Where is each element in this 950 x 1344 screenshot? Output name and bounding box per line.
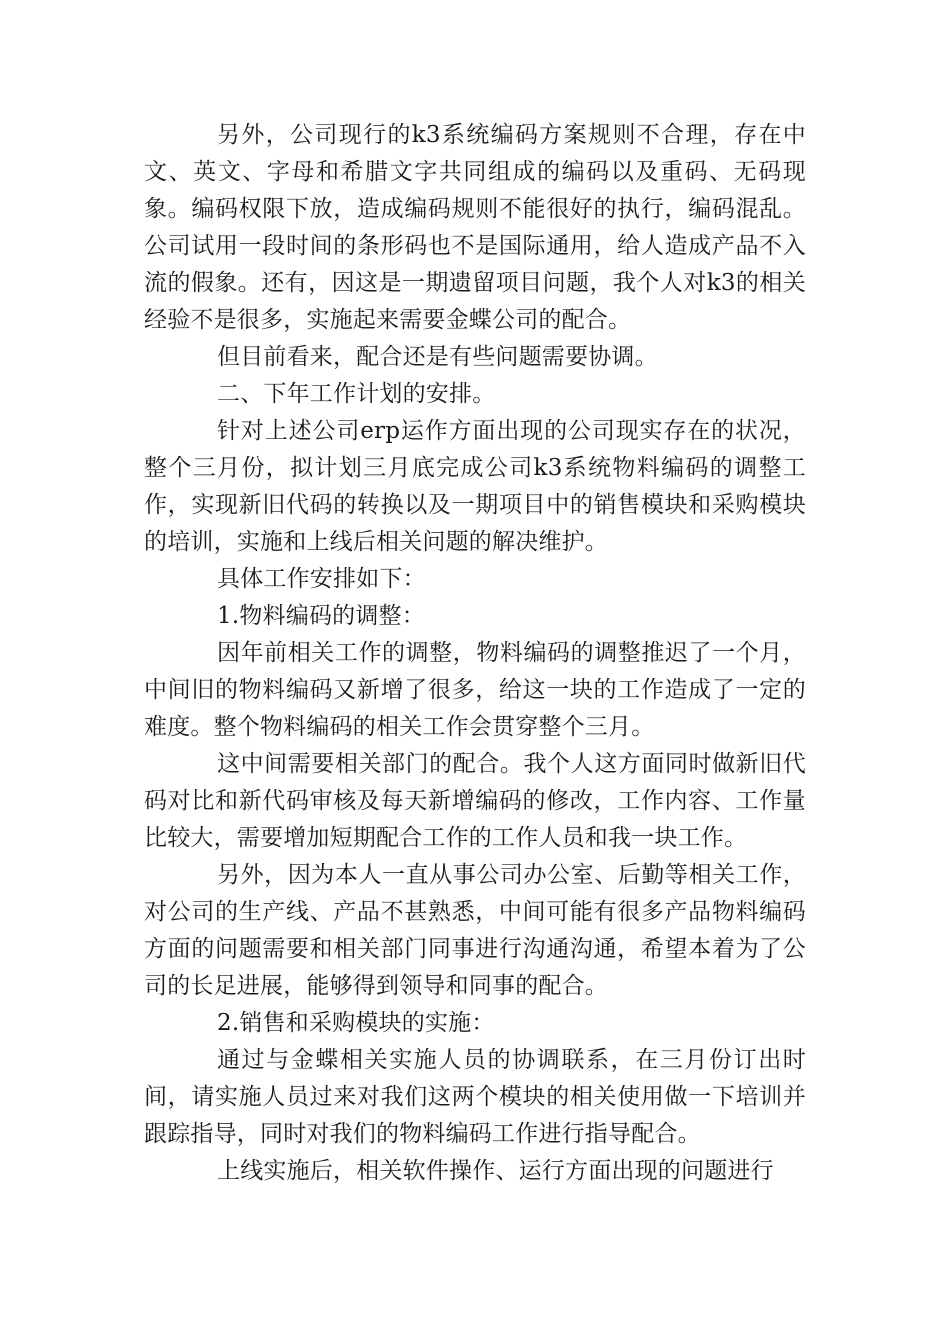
paragraph: 但目前看来，配合还是有些问题需要协调。 (217, 344, 658, 370)
paragraph: 另外，因为本人一直从事公司办公室、后勤等相关工作，对公司的生产线、产品不甚熟悉，中间可能有很多产品物料编码方面的问题需要和相关部门同事进行沟通沟通，希望本着为了公司的长足进展，能够得到领导和同事的配合。 (144, 862, 806, 999)
paragraph: 针对上述公司erp运作方面出现的公司现实存在的状况，整个三月份，拟计划三月底完成公司k3系统物料编码的调整工作，实现新旧代码的转换以及一期项目中的销售模块和采购模块的培训，实施和上线后相关问题的解决维护。 (144, 418, 806, 555)
paragraph: 具体工作安排如下： (217, 566, 426, 592)
paragraph: 另外，公司现行的k3系统编码方案规则不合理，存在中文、英文、字母和希腊文字共同组成的编码以及重码、无码现象。编码权限下放，造成编码规则不能很好的执行，编码混乱。公司试用一段时间的条形码也不是国际通用，给人造成产品不入流的假象。还有，因这是一期遗留项目问题，我个人对k3的相关经验不是很多，实施起来需要金蝶公司的配合。 (144, 122, 806, 333)
document-body (144, 117, 806, 1190)
paragraph: 因年前相关工作的调整，物料编码的调整推迟了一个月，中间旧的物料编码又新增了很多，给这一块的工作造成了一定的难度。整个物料编码的相关工作会贯穿整个三月。 (144, 640, 806, 740)
paragraph: 这中间需要相关部门的配合。我个人这方面同时做新旧代码对比和新代码审核及每天新增编码的修改，工作内容、工作量比较大，需要增加短期配合工作的工作人员和我一块工作。 (144, 751, 806, 851)
subsection-heading: 1.物料编码的调整： (217, 603, 425, 629)
subsection-heading: 2.销售和采购模块的实施： (217, 1010, 495, 1036)
paragraph: 通过与金蝶相关实施人员的协调联系，在三月份订出时间，请实施人员过来对我们这两个模块的相关使用做一下培训并跟踪指导，同时对我们的物料编码工作进行指导配合。 (144, 1047, 806, 1147)
paragraph: 上线实施后，相关软件操作、运行方面出现的问题进行 (217, 1158, 774, 1184)
section-heading: 二、下年工作计划的安排。 (217, 381, 496, 407)
